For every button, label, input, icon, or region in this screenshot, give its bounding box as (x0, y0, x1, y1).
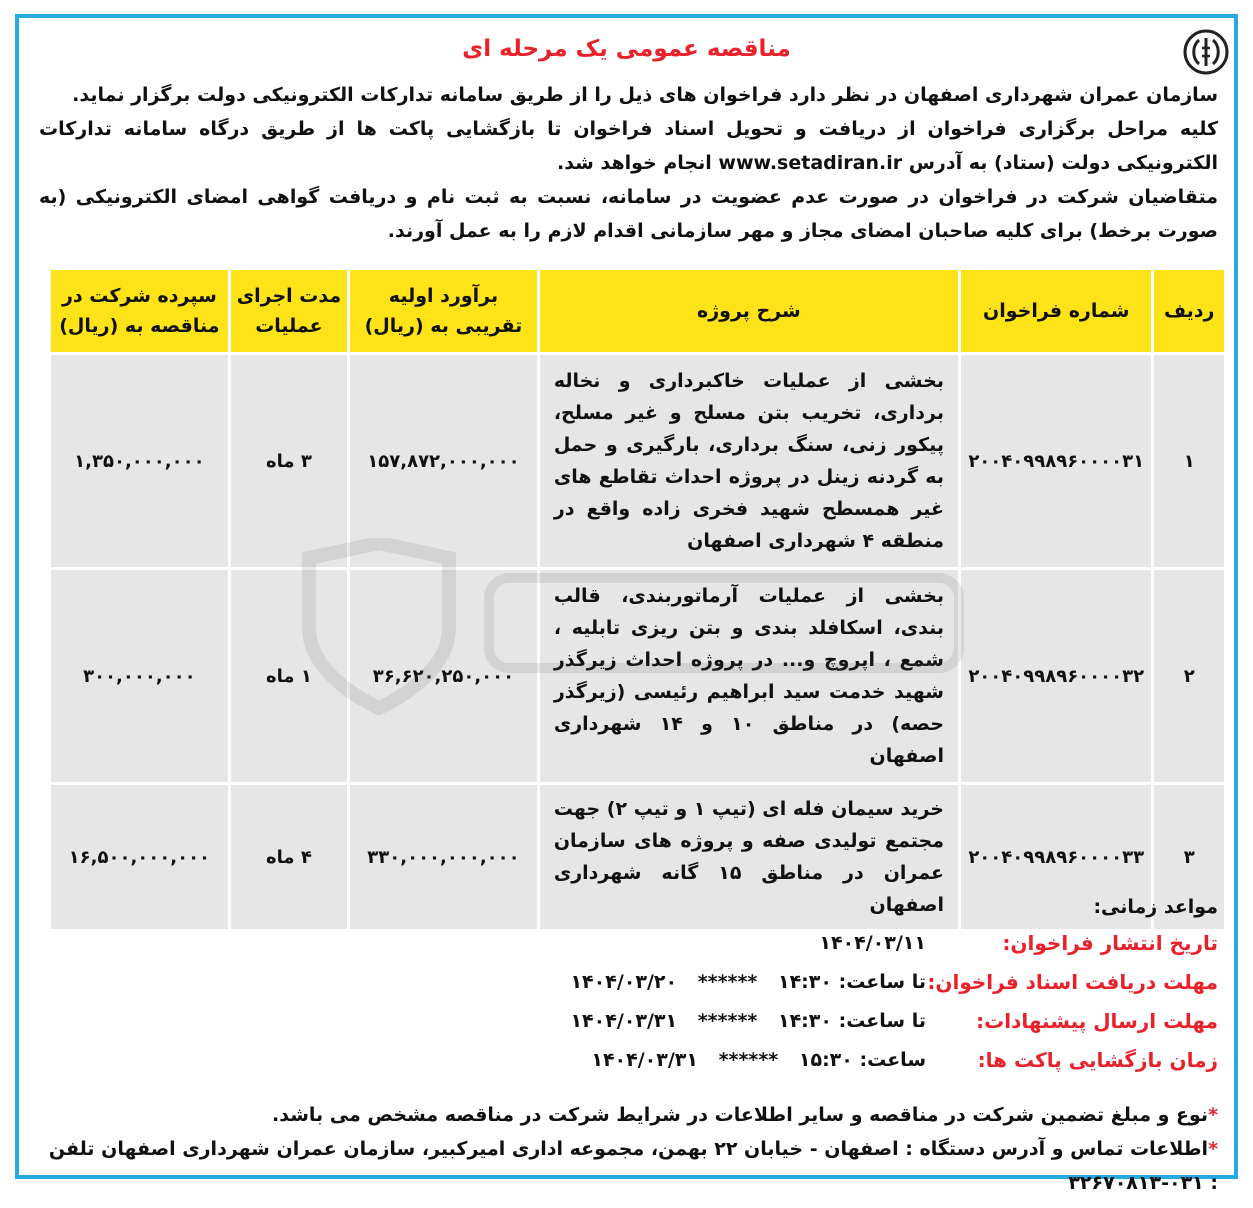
header-call-number: شماره فراخوان (958, 270, 1151, 352)
note-contact (43, 1132, 1218, 1200)
header-duration: مدت اجرای عملیات (228, 270, 347, 352)
note-star: * (1208, 1104, 1218, 1126)
note-contact-text: اطلاعات تماس و آدرس دستگاه : اصفهان - خیابان ۲۲ بهمن، مجموعه اداری امیرکبیر، سازمان عمران شهرداری اصفهان تلفن : ۰۳۱-۳۲۶۷۰۸۱۳ (48, 1138, 1218, 1194)
schedule-separator: ****** (697, 1010, 758, 1032)
cell-description: بخشی از عملیات آرماتوربندی، قالب بندی، اسکافلد بندی و بتن ریزی تابلیه ، شمع ، اپروچ و... در پروژه احداث زیرگذر شهید خدمت سید ابراهیم رئیسی (زیرگذر حصه) در مناطق ۱۰ و ۱۴ شهرداری اصفهان (537, 567, 958, 782)
schedule-label: مهلت دریافت اسناد فراخوان: (927, 970, 1218, 994)
schedule-label: مهلت ارسال پیشنهادات: (976, 1009, 1218, 1033)
cell-call-number: ۲۰۰۴۰۹۹۸۹۶۰۰۰۰۳۱ (958, 352, 1151, 567)
schedule-separator: ****** (718, 1049, 779, 1071)
intro-paragraph-1: سازمان عمران شهرداری اصفهان در نظر دارد فراخوان های ذیل را از طریق سامانه تدارکات الکترونیکی دولت برگزار نماید. (72, 84, 1218, 106)
cell-row-number: ۲ (1151, 567, 1224, 782)
cell-duration: ۴ ماه (228, 782, 347, 929)
cell-row-number: ۳ (1151, 782, 1224, 929)
cell-deposit: ۳۰۰,۰۰۰,۰۰۰ (48, 567, 228, 782)
header-deposit: سپرده شرکت در مناقصه به (ریال) (48, 270, 228, 352)
schedule-value (59, 963, 926, 1002)
schedule-date: ۱۴۰۴/۰۳/۳۱ (591, 1049, 698, 1071)
notice-frame (15, 14, 1238, 1194)
note-guarantee (43, 1098, 1218, 1132)
cell-duration: ۳ ماه (228, 352, 347, 567)
note-star: * (1208, 1138, 1218, 1160)
schedule-date: ۱۴۰۴/۰۳/۱۱ (819, 932, 926, 954)
schedule-date: ۱۴۰۴/۰۳/۲۰ (570, 971, 678, 993)
schedule-time: تا ساعت: ۱۴:۳۰ (777, 1010, 926, 1032)
intro-paragraph-3: متقاضیان شرکت در فراخوان در صورت عدم عضویت در سامانه، نسبت به ثبت نام و دریافت گواهی امضای الکترونیکی (به صورت برخط) برای کلیه صاحبان امضای مجاز و مهر سازمانی اقدام لازم را به عمل آورند. (39, 186, 1218, 242)
cell-call-number: ۲۰۰۴۰۹۹۸۹۶۰۰۰۰۳۳ (958, 782, 1151, 929)
schedule-heading: مواعد زمانی: (1093, 896, 1218, 918)
cell-call-number: ۲۰۰۴۰۹۹۸۹۶۰۰۰۰۳۲ (958, 567, 1151, 782)
cell-description: بخشی از عملیات خاکبرداری و نخاله برداری، تخریب بتن مسلح و غیر مسلح، پیکور زنی، سنگ برداری، بارگیری و حمل به گردنه زینل در پروژه احداث تقاطع های غیر همسطح شهید فخری زاده واقع در منطقه ۴ شهرداری اصفهان (537, 352, 958, 567)
schedule-value (59, 1041, 926, 1080)
schedule-time: تا ساعت: ۱۴:۳۰ (777, 971, 926, 993)
cell-estimate: ۱۵۷,۸۷۲,۰۰۰,۰۰۰ (347, 352, 537, 567)
setad-url-link[interactable]: www.setadiran.ir (718, 152, 903, 174)
table-row (48, 567, 1224, 782)
table-header-row (48, 270, 1224, 352)
intro-paragraph-2-end: انجام خواهد شد. (556, 152, 712, 174)
table-row (48, 352, 1224, 567)
schedule-time: ساعت: ۱۵:۳۰ (798, 1049, 926, 1071)
cell-row-number: ۱ (1151, 352, 1224, 567)
intro-paragraph-2 (39, 112, 1218, 180)
cell-description: خرید سیمان فله ای (تیپ ۱ و تیپ ۲) جهت مجتمع تولیدی صفه و پروژه های سازمان عمران در مناطق ۱۵ گانه شهرداری اصفهان (537, 782, 958, 929)
notes-section (43, 1098, 1218, 1200)
header-estimate: برآورد اولیه تقریبی به (ریال) (347, 270, 537, 352)
schedule-item (59, 963, 1218, 1002)
page-title: مناقصه عمومی یک مرحله ای (462, 36, 791, 62)
schedule-label: تاریخ انتشار فراخوان: (1002, 931, 1218, 955)
cell-estimate: ۳۶,۶۲۰,۲۵۰,۰۰۰ (347, 567, 537, 782)
schedule-section (59, 890, 1218, 1080)
cell-deposit: ۱۶,۵۰۰,۰۰۰,۰۰۰ (48, 782, 228, 929)
schedule-item (59, 924, 1218, 963)
cell-estimate: ۳۳۰,۰۰۰,۰۰۰,۰۰۰ (347, 782, 537, 929)
schedule-date: ۱۴۰۴/۰۳/۳۱ (570, 1010, 678, 1032)
schedule-item (59, 1002, 1218, 1041)
schedule-value (59, 924, 926, 963)
header-description: شرح پروژه (537, 270, 958, 352)
schedule-label: زمان بازگشایی پاکت ها: (977, 1048, 1218, 1072)
header-row-number: ردیف (1151, 270, 1224, 352)
intro-paragraph-2-start: کلیه مراحل برگزاری فراخوان از دریافت و تحویل اسناد فراخوان تا بازگشایی پاکت ها از طریق درگاه سامانه تدارکات الکترونیکی دولت (ستاد) به آدرس (39, 118, 1218, 174)
cell-duration: ۱ ماه (228, 567, 347, 782)
tenders-table (48, 270, 1224, 929)
cell-deposit: ۱,۳۵۰,۰۰۰,۰۰۰ (48, 352, 228, 567)
intro-text (39, 78, 1218, 248)
note-guarantee-text: نوع و مبلغ تضمین شرکت در مناقصه و سایر اطلاعات در شرایط شرکت در مناقصه مشخص می باشد. (272, 1104, 1209, 1126)
schedule-value (59, 1002, 926, 1041)
schedule-item (59, 1041, 1218, 1080)
schedule-separator: ****** (697, 971, 758, 993)
